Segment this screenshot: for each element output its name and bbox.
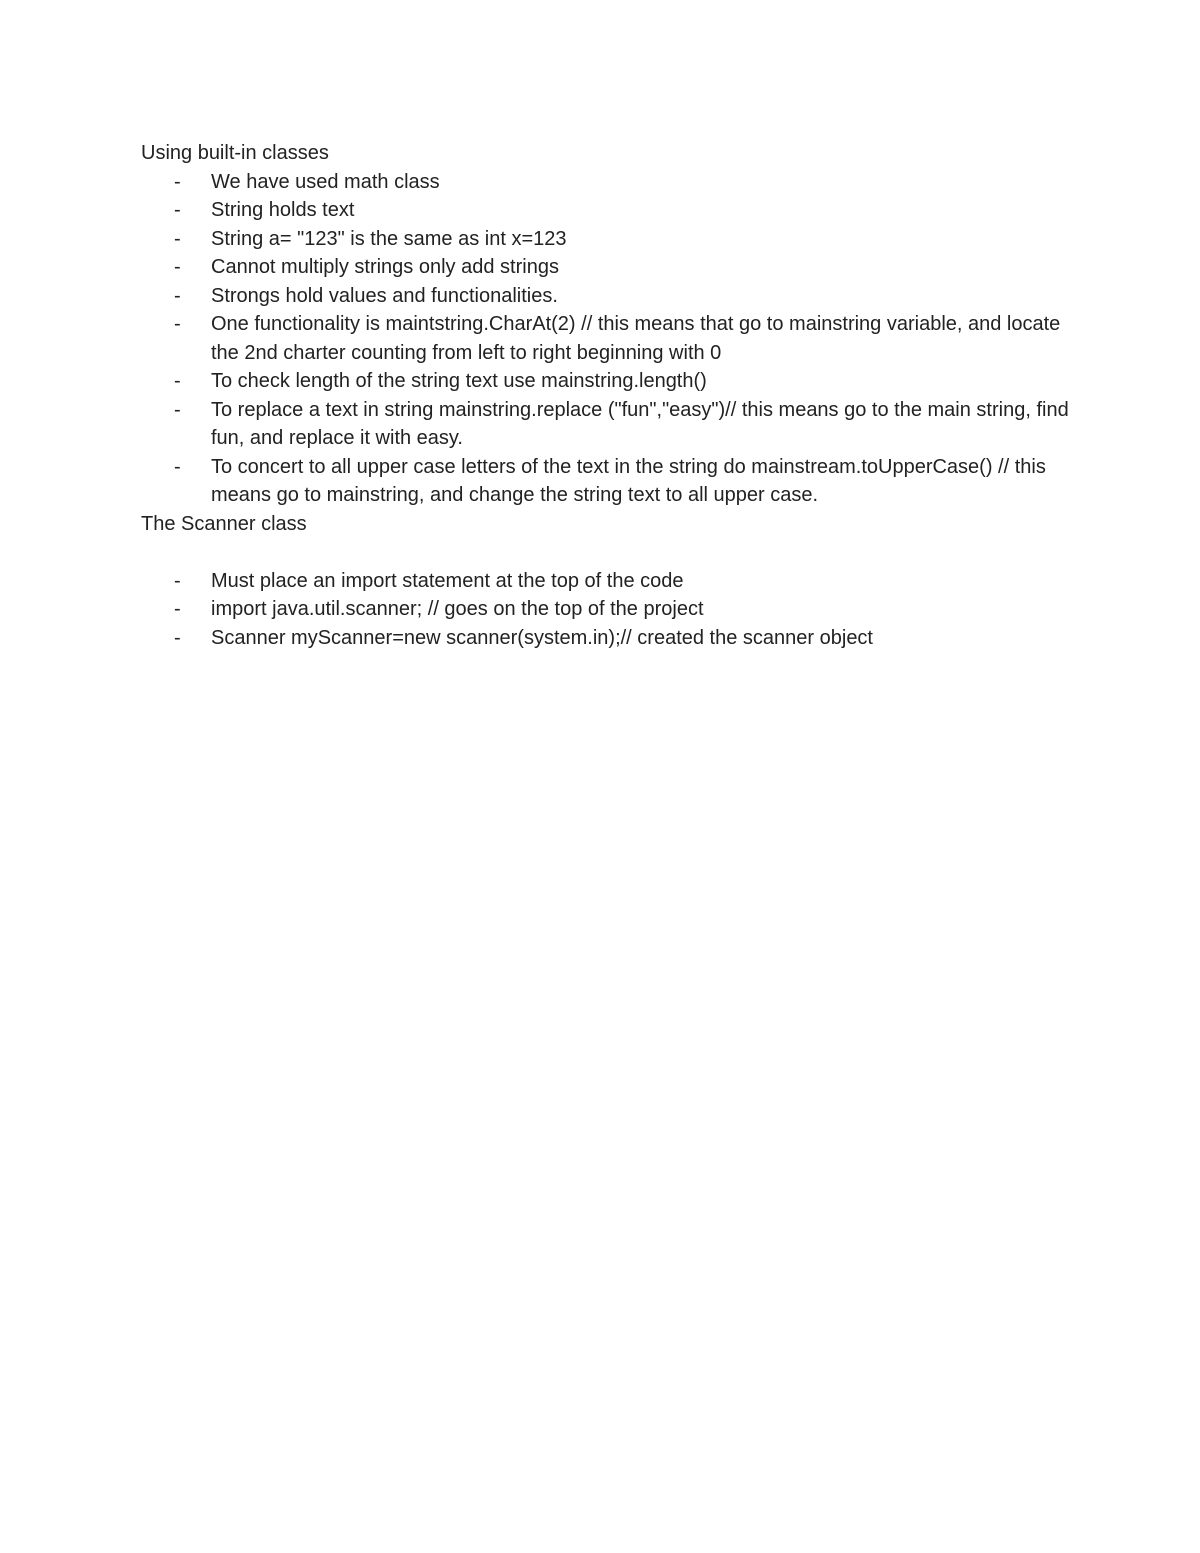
list-item xyxy=(141,624,1071,653)
list-item xyxy=(141,396,1071,453)
list-item-text: Scanner myScanner=new scanner(system.in);// created the scanner object xyxy=(211,626,873,649)
list-item xyxy=(141,567,1071,596)
dash-bullet: - xyxy=(174,398,181,421)
section-heading-built-in-classes: Using built-in classes xyxy=(141,142,329,164)
list-item xyxy=(141,367,1071,396)
built-in-classes-list xyxy=(141,168,1071,510)
list-item-text: We have used math class xyxy=(211,170,440,193)
dash-bullet: - xyxy=(174,598,181,620)
scanner-class-list xyxy=(141,567,1071,653)
dash-bullet: - xyxy=(174,569,181,592)
list-item-text: To check length of the string text use mainstring.length() xyxy=(211,370,707,392)
list-item xyxy=(141,196,1071,225)
dash-bullet: - xyxy=(174,626,181,649)
dash-bullet: - xyxy=(174,256,181,278)
list-item xyxy=(141,225,1071,254)
list-item-text: String holds text xyxy=(211,199,355,221)
list-item xyxy=(141,253,1071,282)
list-item xyxy=(141,310,1071,367)
list-item-text: To replace a text in string mainstring.replace ("fun","easy")// this means go to the main string, find fun, and replace it with easy. xyxy=(211,398,1069,449)
dash-bullet: - xyxy=(174,370,181,392)
list-item-text: To concert to all upper case letters of the text in the string do mainstream.toUpperCase() // this means go to mainstring, and change the string text to all upper case. xyxy=(211,455,1046,506)
dash-bullet: - xyxy=(174,455,181,478)
dash-bullet: - xyxy=(174,227,181,250)
list-item-text: String a= "123" is the same as int x=123 xyxy=(211,227,567,250)
list-item-text: Cannot multiply strings only add strings xyxy=(211,256,559,278)
list-item-text: One functionality is maintstring.CharAt(2) // this means that go to mainstring variable, and locate the 2nd charter counting from left to right beginning with 0 xyxy=(211,313,1061,364)
section-heading-scanner-class: The Scanner class xyxy=(141,512,307,535)
list-item xyxy=(141,168,1071,197)
list-item xyxy=(141,282,1071,311)
dash-bullet: - xyxy=(174,199,181,221)
list-item xyxy=(141,453,1071,510)
blank-line xyxy=(141,538,1071,567)
document-content xyxy=(141,139,1071,652)
list-item xyxy=(141,595,1071,624)
dash-bullet: - xyxy=(174,313,181,335)
list-item-text: import java.util.scanner; // goes on the top of the project xyxy=(211,598,704,620)
list-item-text: Strongs hold values and functionalities. xyxy=(211,284,558,307)
dash-bullet: - xyxy=(174,284,181,307)
list-item-text: Must place an import statement at the top of the code xyxy=(211,569,684,592)
dash-bullet: - xyxy=(174,170,181,193)
